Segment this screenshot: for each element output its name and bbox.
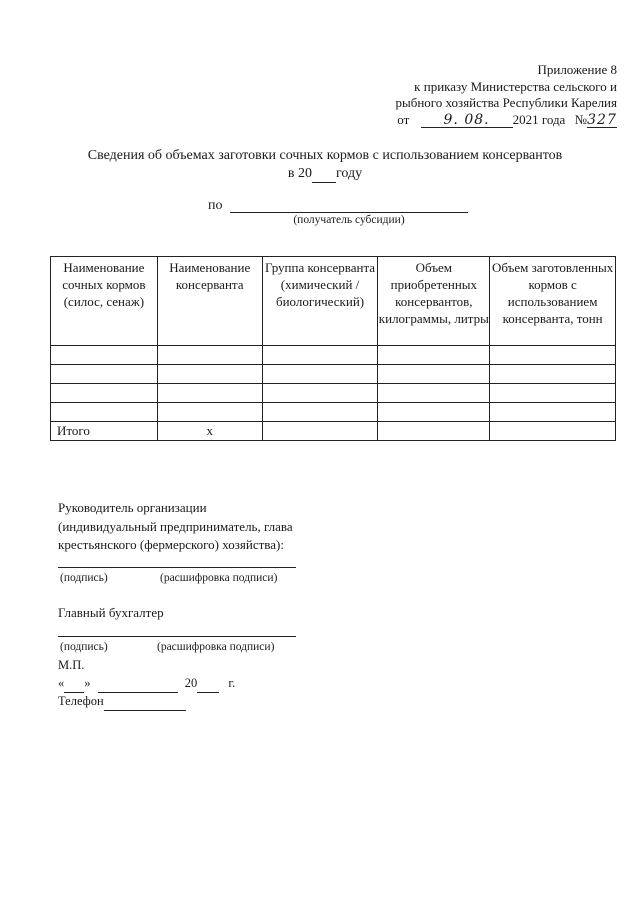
head-subtitle-1: (индивидуальный предприниматель, глава [58,518,293,534]
header-harvested-volume: Объем заготовленных кормов с использованием консерванта, тонн [490,257,616,346]
table-cell[interactable] [51,365,158,384]
table-cell[interactable] [490,403,616,422]
year-blank[interactable] [312,168,336,183]
table-cell[interactable] [262,422,378,441]
appendix-title: Приложение 8 [537,62,617,77]
header-preservative-name: Наименование консерванта [157,257,262,346]
phone-field[interactable] [104,698,186,711]
recipient-field[interactable] [230,212,468,213]
appendix-header [287,62,617,128]
table-cell[interactable] [51,346,158,365]
table-cell[interactable] [378,384,490,403]
total-label: Итого [51,422,158,441]
header-feed-name: Наименование сочных кормов (силос, сенаж) [51,257,158,346]
total-cross: х [157,422,262,441]
data-table [50,256,616,441]
appendix-ministry-line: рыбного хозяйства Республики Карелия [395,95,617,110]
phone-line [58,692,186,711]
date-quote-close: » [84,676,91,690]
header-preservative-group: Группа консерванта (химический / биологический) [262,257,378,346]
table-cell[interactable] [157,384,262,403]
head-decode-caption: (расшифровка подписи) [160,572,278,584]
head-sign-caption: (подпись) [60,572,108,584]
title-year-suffix: году [336,166,363,181]
table-cell[interactable] [262,365,378,384]
head-title: Руководитель организации [58,500,207,515]
year-prefix: 20 [184,676,198,690]
accountant-title: Главный бухгалтер [58,605,164,620]
head-signature-line[interactable] [58,567,296,568]
title-year-prefix: в 20 [287,166,312,181]
table-cell[interactable] [378,422,490,441]
table-cell[interactable] [262,384,378,403]
table-cell[interactable] [490,346,616,365]
title-line-2 [40,165,610,183]
table-cell[interactable] [51,384,158,403]
table-cell[interactable] [378,346,490,365]
title-line-1: Сведения об объемах заготовки сочных кормов с использованием консервантов [87,148,563,163]
recipient-prefix: по [208,198,223,213]
year-text: 2021 года [512,111,566,127]
table-cell[interactable] [490,422,616,441]
document-title [40,147,610,183]
table-cell[interactable] [490,384,616,403]
table-total-row [51,422,616,441]
appendix-date-line [287,112,617,129]
table-cell[interactable] [378,365,490,384]
date-line [58,674,235,693]
year-blank-footer[interactable] [197,680,219,693]
stamp-label: М.П. [58,658,85,672]
accountant-signature-line[interactable] [58,636,296,637]
table-cell[interactable] [157,365,262,384]
table-row [51,403,616,422]
date-prefix: от [397,111,410,127]
accountant-decode-caption: (расшифровка подписи) [157,641,275,653]
table-cell[interactable] [378,403,490,422]
number-prefix: № [574,111,587,127]
year-suffix: г. [228,676,236,690]
table-cell[interactable] [157,403,262,422]
table-row [51,346,616,365]
table-cell[interactable] [262,403,378,422]
appendix-order-line: к приказу Министерства сельского и [414,78,617,94]
accountant-sign-caption: (подпись) [60,641,108,653]
recipient-caption: (получатель субсидии) [293,214,405,226]
head-signature-block [58,499,293,555]
head-subtitle-2: крестьянского (фермерского) хозяйства): [58,537,284,552]
table-header-row [51,257,616,346]
table-row [51,365,616,384]
table-row [51,384,616,403]
phone-label: Телефон [58,694,104,708]
day-blank[interactable] [64,680,84,693]
header-purchased-volume: Объем приобретенных консервантов, килограммы, литры [378,257,490,346]
month-blank[interactable] [98,680,178,693]
table-cell[interactable] [262,346,378,365]
handwritten-date: 9. 08. [421,113,513,128]
table-cell[interactable] [157,346,262,365]
table-cell[interactable] [490,365,616,384]
date-quote-open: « [58,676,65,690]
handwritten-number: 327 [587,111,617,128]
table-cell[interactable] [51,403,158,422]
